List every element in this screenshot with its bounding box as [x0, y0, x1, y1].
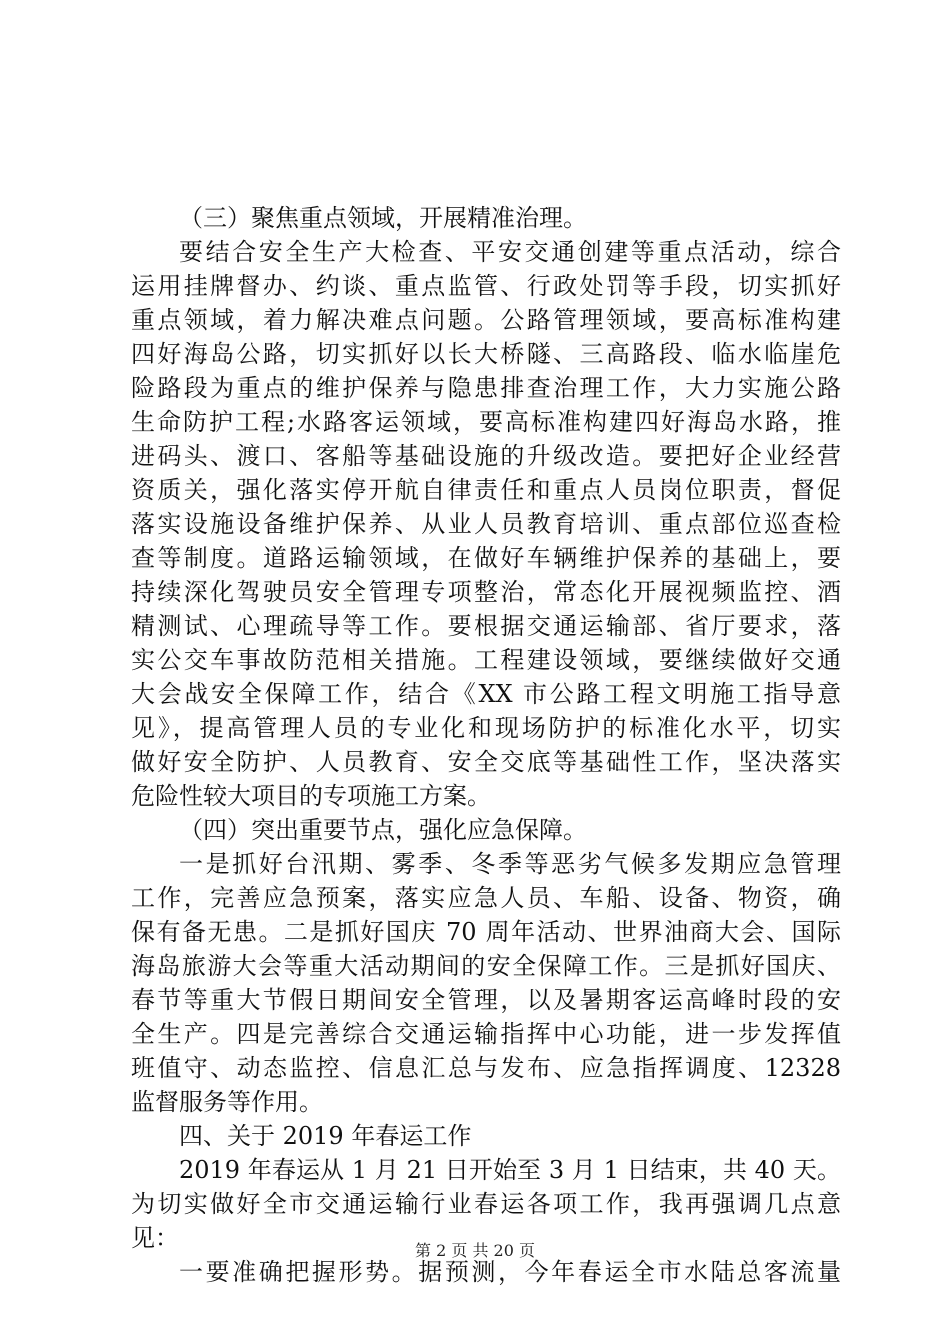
- paragraph-line: 持续深化驾驶员安全管理专项整治，常态化开展视频监控、酒: [131, 578, 841, 606]
- paragraph-line: 一是抓好台汛期、雾季、冬季等恶劣气候多发期应急管理: [179, 850, 841, 878]
- paragraph-line: 险路段为重点的维护保养与隐患排查治理工作，大力实施公路: [131, 374, 841, 402]
- paragraph-line: 四好海岛公路，切实抓好以长大桥隧、三高路段、临水临崖危: [131, 340, 841, 368]
- paragraph-line: 生命防护工程;水路客运领域，要高标准构建四好海岛水路，推: [131, 408, 841, 436]
- paragraph-line: 精测试、心理疏导等工作。要根据交通运输部、省厅要求，落: [131, 612, 841, 640]
- section-heading-4: （四）突出重要节点，强化应急保障。: [179, 816, 587, 844]
- paragraph-line: 大会战安全保障工作，结合《XX 市公路工程文明施工指导意: [131, 680, 841, 708]
- paragraph-line: 见》，提高管理人员的专业化和现场防护的标准化水平，切实: [131, 714, 841, 742]
- paragraph-line: 运用挂牌督办、约谈、重点监管、行政处罚等手段，切实抓好: [131, 272, 841, 300]
- section-heading-four: 四、关于 2019 年春运工作: [179, 1122, 472, 1150]
- paragraph-line: 为切实做好全市交通运输行业春运各项工作，我再强调几点意: [131, 1190, 841, 1218]
- paragraph-line: 落实设施设备维护保养、从业人员教育培训、重点部位巡查检: [131, 510, 841, 538]
- page-footer: 第 2 页 共 20 页: [415, 1241, 535, 1260]
- paragraph-line: 查等制度。道路运输领域，在做好车辆维护保养的基础上，要: [131, 544, 841, 572]
- paragraph-line: 一要准确把握形势。据预测，今年春运全市水陆总客流量: [179, 1258, 841, 1286]
- paragraph-line: 班值守、动态监控、信息汇总与发布、应急指挥调度、12328: [131, 1054, 841, 1082]
- paragraph-line: 2019 年春运从 1 月 21 日开始至 3 月 1 日结束，共 40 天。: [179, 1156, 841, 1184]
- paragraph-line: 危险性较大项目的专项施工方案。: [131, 782, 491, 810]
- paragraph-line: 实公交车事故防范相关措施。工程建设领域，要继续做好交通: [131, 646, 841, 674]
- paragraph-line: 重点领域，着力解决难点问题。公路管理领域，要高标准构建: [131, 306, 841, 334]
- paragraph-line: 进码头、渡口、客船等基础设施的升级改造。要把好企业经营: [131, 442, 841, 470]
- paragraph-line: 资质关，强化落实停开航自律责任和重点人员岗位职责，督促: [131, 476, 841, 504]
- paragraph-line: 要结合安全生产大检查、平安交通创建等重点活动，综合: [179, 238, 841, 266]
- paragraph-line: 保有备无患。二是抓好国庆 70 周年活动、世界油商大会、国际: [131, 918, 841, 946]
- paragraph-line: 做好安全防护、人员教育、安全交底等基础性工作，坚决落实: [131, 748, 841, 776]
- paragraph-line: 春节等重大节假日期间安全管理，以及暑期客运高峰时段的安: [131, 986, 841, 1014]
- paragraph-line: 海岛旅游大会等重大活动期间的安全保障工作。三是抓好国庆、: [131, 952, 841, 980]
- paragraph-line: 工作，完善应急预案，落实应急人员、车船、设备、物资，确: [131, 884, 841, 912]
- paragraph-line: 监督服务等作用。: [131, 1088, 323, 1116]
- paragraph-line: 见：: [131, 1224, 179, 1252]
- section-heading-3: （三）聚焦重点领域，开展精准治理。: [179, 204, 587, 232]
- paragraph-line: 全生产。四是完善综合交通运输指挥中心功能，进一步发挥值: [131, 1020, 841, 1048]
